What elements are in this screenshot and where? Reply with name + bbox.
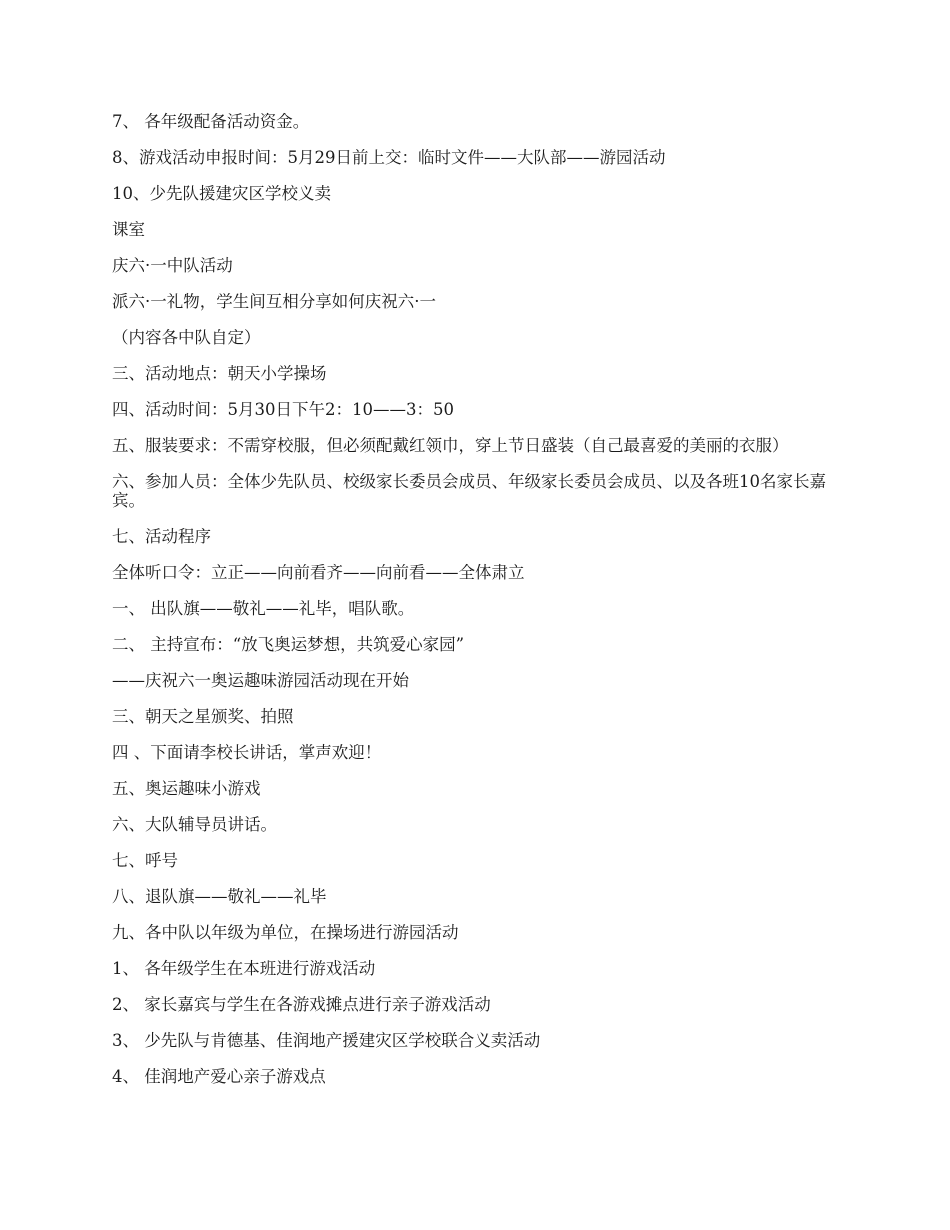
paragraph-commands: 全体听口令：立正——向前看齐——向前看——全体肃立 <box>112 563 525 582</box>
paragraph-step-awards: 三、朝天之星颁奖、拍照 <box>112 707 294 726</box>
paragraph-step-start: ——庆祝六一奥运趣味游园活动现在开始 <box>112 671 409 690</box>
paragraph-location: 三、活动地点：朝天小学操场 <box>112 364 327 383</box>
paragraph-step-flag-out: 一、 出队旗——敬礼——礼毕，唱队歌。 <box>112 599 415 618</box>
paragraph-squad-activity: 庆六·一中队活动 <box>112 256 233 275</box>
paragraph-gifts: 派六·一礼物，学生间互相分享如何庆祝六·一 <box>112 292 436 311</box>
paragraph-step-principal: 四 、下面请李校长讲话，掌声欢迎！ <box>112 743 382 762</box>
paragraph-step-flag-back: 八、退队旗——敬礼——礼毕 <box>112 887 327 906</box>
paragraph-funding: 7、 各年级配备活动资金。 <box>112 112 310 131</box>
paragraph-dress-code: 五、服装要求：不需穿校服，但必须配戴红领巾，穿上节日盛装（自己最喜爱的美丽的衣服） <box>112 436 789 455</box>
document-body <box>112 112 847 1103</box>
paragraph-classroom: 课室 <box>112 220 145 239</box>
paragraph-charity-sale: 10、少先队援建灾区学校义卖 <box>112 184 331 203</box>
paragraph-step-games: 五、奥运趣味小游戏 <box>112 779 261 798</box>
paragraph-item-class-games: 1、 各年级学生在本班进行游戏活动 <box>112 959 376 978</box>
paragraph-item-parent-games: 2、 家长嘉宾与学生在各游戏摊点进行亲子游戏活动 <box>112 995 491 1014</box>
paragraph-step-slogan: 七、呼号 <box>112 851 178 870</box>
paragraph-deadline: 8、游戏活动申报时间：5月29日前上交：临时文件——大队部——游园活动 <box>112 148 666 167</box>
paragraph-item-charity-point: 4、 佳润地产爱心亲子游戏点 <box>112 1067 326 1086</box>
paragraph-participants: 六、参加人员：全体少先队员、校级家长委员会成员、年级家长委员会成员、以及各班10名家长嘉宾。 <box>112 472 826 510</box>
paragraph-procedure-heading: 七、活动程序 <box>112 527 211 546</box>
paragraph-step-counselor: 六、大队辅导员讲话。 <box>112 815 277 834</box>
paragraph-item-joint-sale: 3、 少先队与肯德基、佳润地产援建灾区学校联合义卖活动 <box>112 1031 541 1050</box>
paragraph-time: 四、活动时间：5月30日下午2：10——3：50 <box>112 400 454 419</box>
paragraph-step-announce: 二、 主持宣布：“放飞奥运梦想，共筑爱心家园” <box>112 635 465 654</box>
paragraph-step-garden: 九、各中队以年级为单位，在操场进行游园活动 <box>112 923 459 942</box>
paragraph-content-note: （内容各中队自定） <box>112 328 261 347</box>
